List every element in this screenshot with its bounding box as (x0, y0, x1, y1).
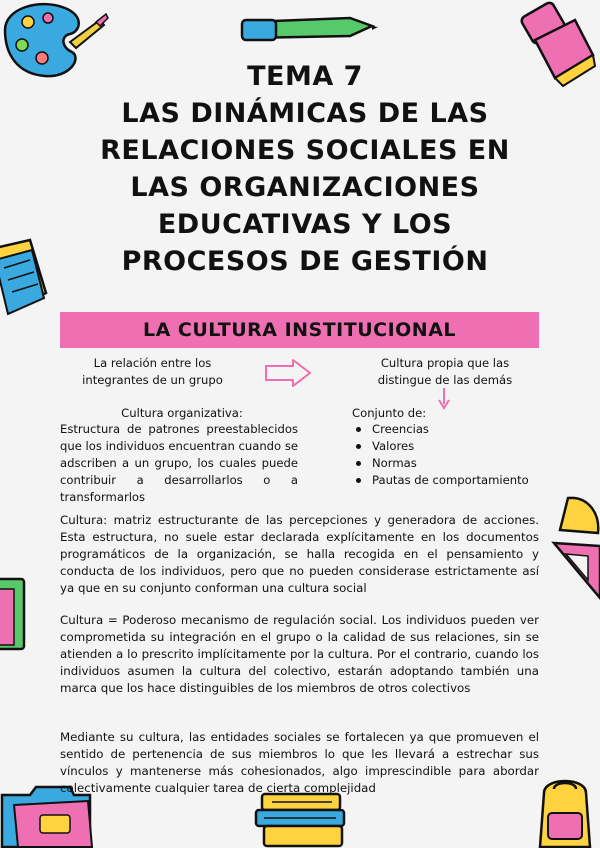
title-line: LAS ORGANIZACIONES (130, 172, 480, 203)
open-book-icon (0, 238, 50, 328)
paragraph-culture-regulation: Cultura = Poderoso mecanismo de regulación social. Los individuos pueden ver comprometida su integración en el grupo o la calidad de sus relaciones, sin se atienden a lo prescrito implícitamente por la cultura. Por el contrario, cuando los individuos asumen la cultura del colectivo, estarán adoptando también una marca que los hace distinguibles de los miembros de otros colectivos (60, 613, 539, 695)
list-item: Normas (352, 455, 529, 472)
title-line: TEMA 7 (247, 61, 363, 92)
marker-icon (240, 12, 380, 46)
backpack-icon (530, 775, 600, 848)
notebook-icon (0, 575, 30, 655)
title-line: EDUCATIVAS Y LOS (157, 209, 453, 240)
ruler-icon (548, 488, 600, 603)
highlighter-icon (505, 0, 600, 90)
section-banner (60, 312, 539, 348)
set-of-heading: Conjunto de: (352, 406, 427, 420)
set-of-list (352, 421, 529, 489)
list-item: Valores (352, 438, 529, 455)
title-line: LAS DINÁMICAS DE LAS (121, 98, 489, 129)
org-culture-heading: Cultura organizativa: (121, 406, 243, 420)
title-line: RELACIONES SOCIALES EN (100, 135, 510, 166)
book-stack-icon (252, 790, 352, 848)
arrow-down-icon (437, 386, 451, 410)
section-heading: LA CULTURA INSTITUCIONAL (142, 319, 457, 341)
org-culture-body: Estructura de patrones preestablecidos que los individuos encuentran cuando se adscriben a un grupo, los cuales puede contribuir a desarrollarlos o a transformarlos (60, 422, 298, 504)
paragraph-culture-cohesion: Mediante su cultura, las entidades sociales se fortalecen ya que promueven el sentido de pertenencia de sus miembros lo que les llevará a estrechar sus vínculos y mantenerse más cohesionados, algo imprescindible para abordar colectivamente cualquier tarea de cierta complejidad (60, 730, 539, 795)
list-item: Creencias (352, 421, 529, 438)
arrow-right-icon (263, 357, 313, 389)
page-title (100, 58, 510, 280)
paragraph-culture-matrix: Cultura: matriz estructurante de las percepciones y generadora de acciones. Esta estructura, no suele estar declarada explícitamente en los documentos programáticos de la organización, se halla recogida en el pensamiento y conducta de los individuos, pero que no pueden considerase estrictamente así ya que en su conjunto conforman una cultura social (60, 513, 539, 595)
paint-palette-icon (0, 0, 110, 85)
title-line: PROCESOS DE GESTIÓN (121, 246, 489, 277)
relation-text: La relación entre los integrantes de un grupo (82, 356, 223, 387)
own-culture-text: Cultura propia que las distingue de las demás (377, 356, 513, 387)
list-item: Pautas de comportamiento (352, 472, 529, 489)
